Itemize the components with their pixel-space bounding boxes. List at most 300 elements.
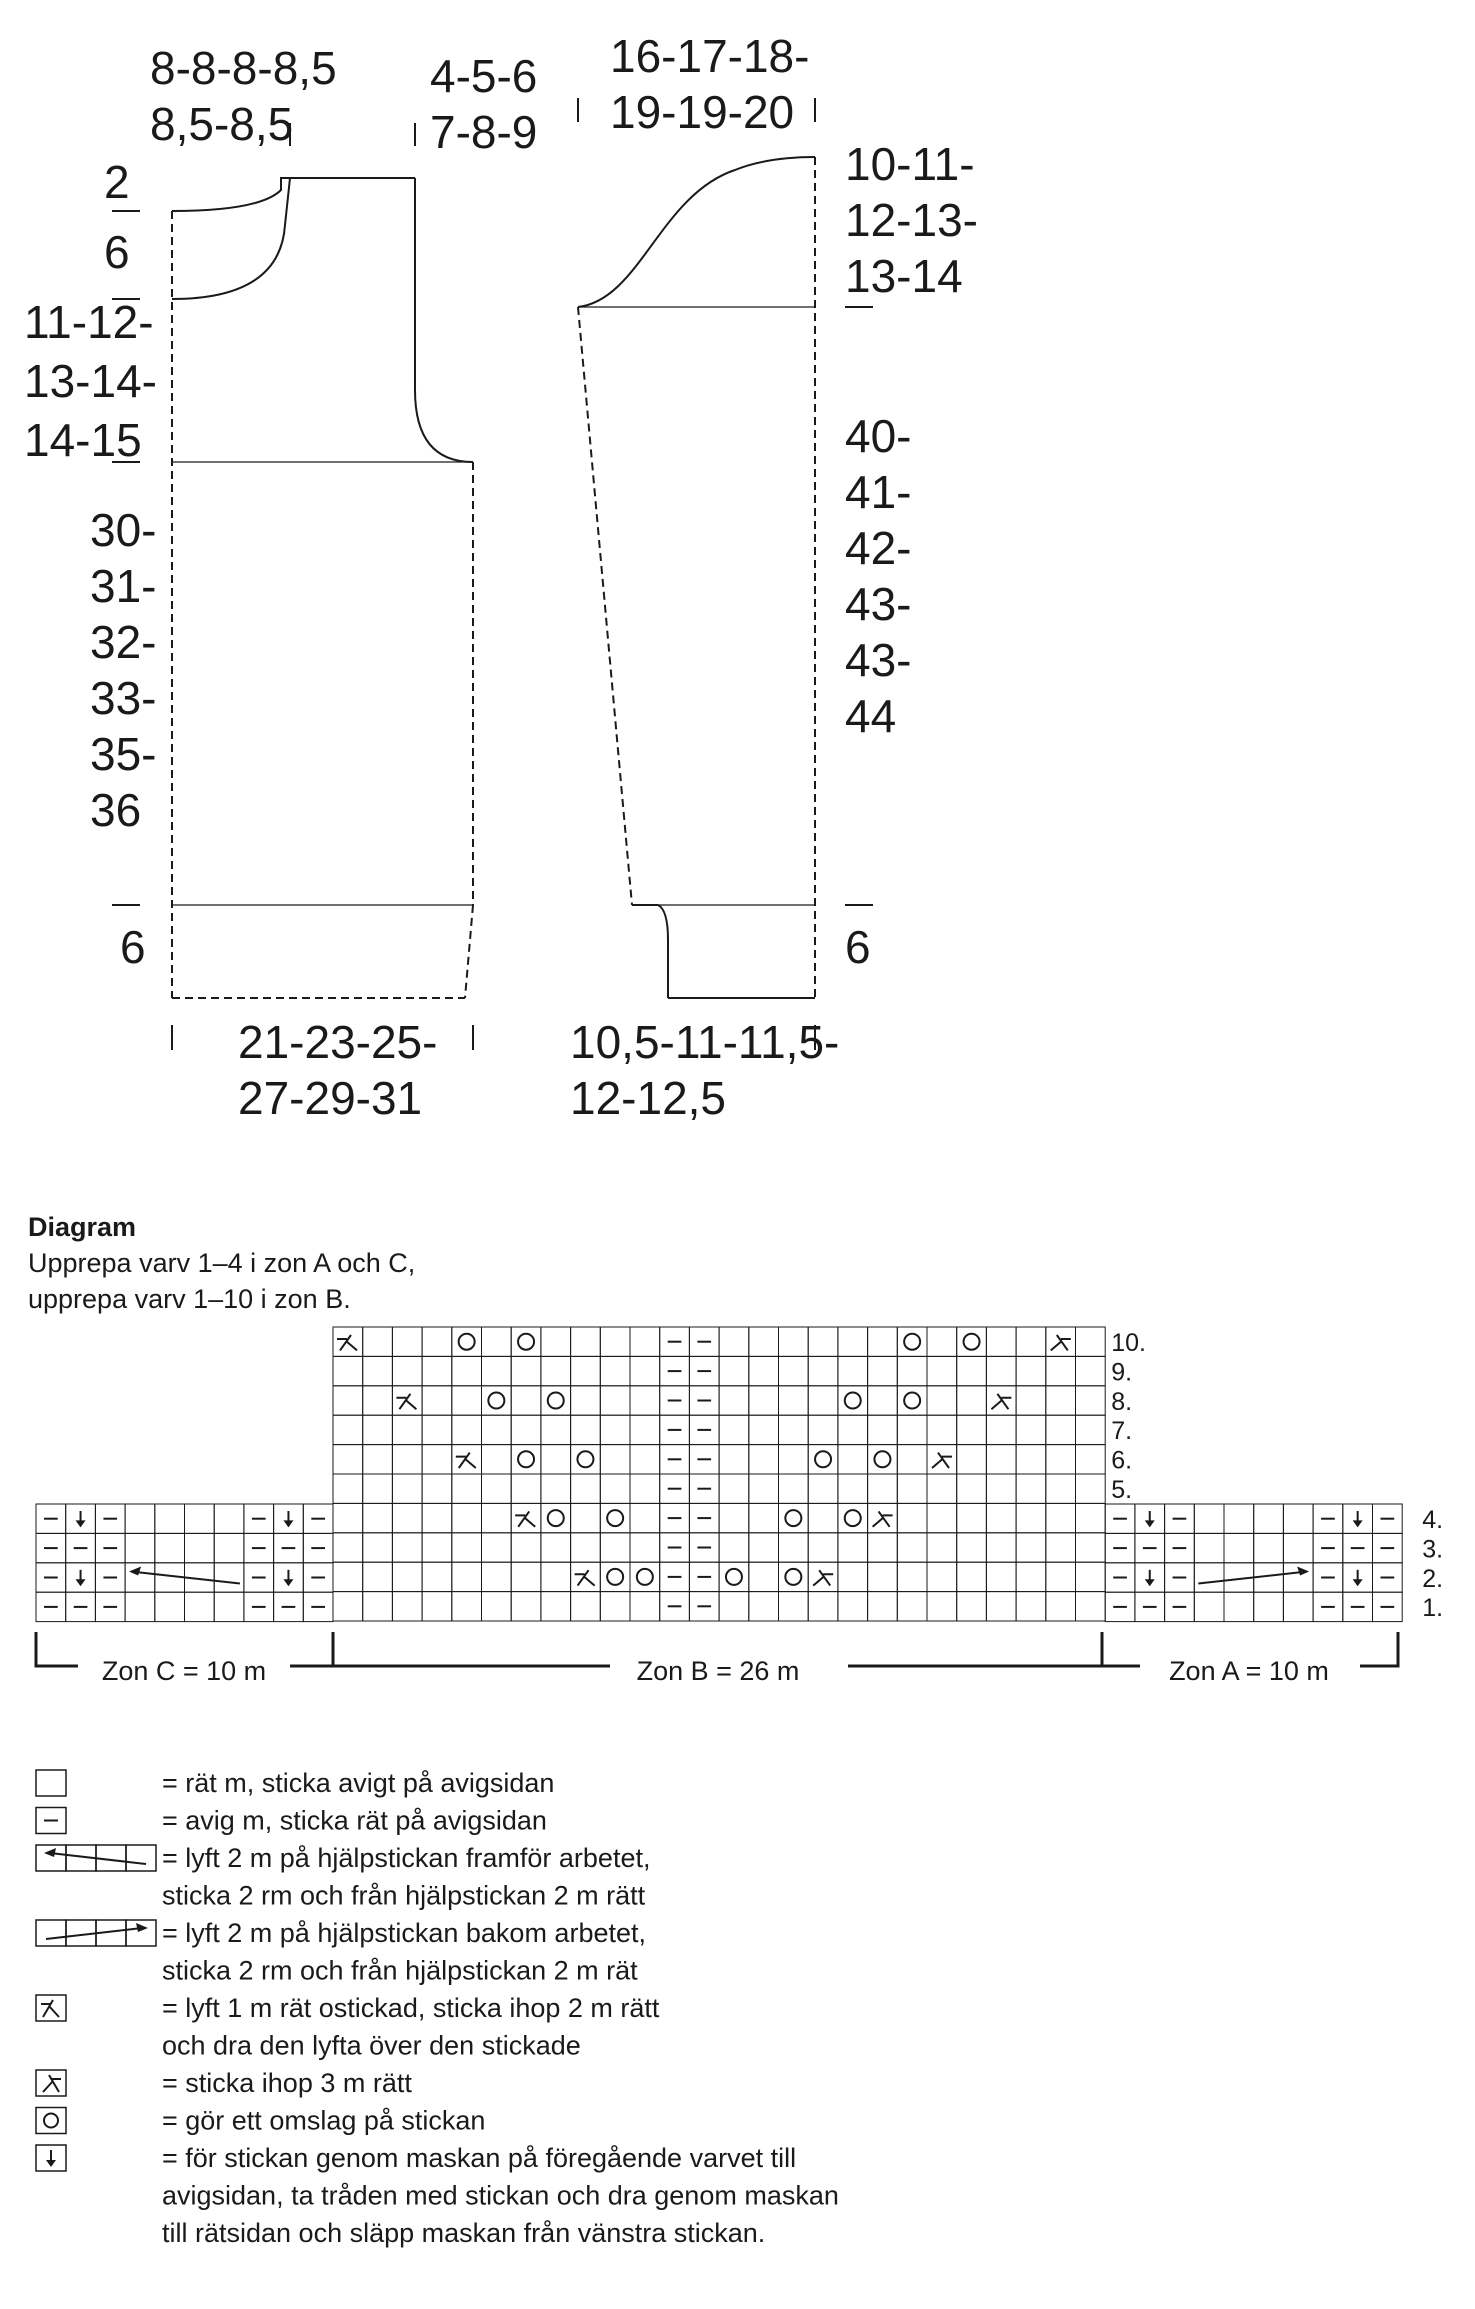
k3tog-symbol	[932, 1453, 952, 1468]
chart-cell	[214, 1592, 244, 1621]
chart-cell	[630, 1386, 660, 1415]
chart-cell	[363, 1533, 393, 1562]
chart-cell	[511, 1445, 541, 1474]
chart-cell	[452, 1562, 482, 1591]
chart-cell	[630, 1562, 660, 1591]
body-width-label: 21-23-25-27-29-31	[238, 1016, 438, 1124]
sleeve-schematic	[578, 98, 873, 1050]
chart-cell	[452, 1327, 482, 1356]
chart-cell	[779, 1503, 809, 1532]
chart-cell	[868, 1533, 898, 1562]
chart-cell	[422, 1415, 452, 1444]
chart-cell	[571, 1327, 601, 1356]
chart-cell	[482, 1356, 512, 1385]
chart-cell	[482, 1415, 512, 1444]
chart-cell	[1076, 1474, 1106, 1503]
chart-cell	[719, 1327, 749, 1356]
chart-cell	[719, 1415, 749, 1444]
chart-cell	[719, 1356, 749, 1385]
sk2p-symbol	[396, 1394, 416, 1409]
row-number: 9.	[1111, 1358, 1133, 1387]
chart-cell	[363, 1415, 393, 1444]
chart-cell	[511, 1386, 541, 1415]
chart-cell	[719, 1445, 749, 1474]
chart-cell	[986, 1503, 1016, 1532]
chart-cell	[482, 1445, 512, 1474]
neck-depth-upper-label: 2	[104, 156, 130, 208]
chart-cell	[1283, 1504, 1313, 1533]
chart-cell	[1016, 1592, 1046, 1621]
chart-cell	[452, 1592, 482, 1621]
chart-cell	[897, 1356, 927, 1385]
chart-cell	[719, 1503, 749, 1532]
legend-arrowhead-icon	[46, 2160, 56, 2167]
chart-cell	[779, 1533, 809, 1562]
chart-cell	[600, 1503, 630, 1532]
chart-cell	[897, 1474, 927, 1503]
chart-cell	[779, 1356, 809, 1385]
chart-cell	[1076, 1562, 1106, 1591]
legend-text: och dra den lyfta över den stickade	[162, 2030, 581, 2061]
chart-cell	[897, 1386, 927, 1415]
sk2p-symbol	[337, 1335, 357, 1350]
chart-cell	[541, 1356, 571, 1385]
chart-cell	[779, 1386, 809, 1415]
chart-cell	[482, 1592, 512, 1621]
k3tog-symbol	[813, 1570, 833, 1585]
stitch-chart	[36, 1327, 1402, 1622]
sleeve-cap-height-label: 10-11-12-13-13-14	[845, 138, 978, 302]
chart-cell	[1076, 1415, 1106, 1444]
cuff-width-label: 10,5-11-11,5-12-12,5	[570, 1016, 840, 1124]
yarn-over-symbol	[577, 1451, 593, 1467]
chart-cell	[838, 1327, 868, 1356]
chart-cell	[185, 1592, 215, 1621]
chart-cell	[1016, 1356, 1046, 1385]
chart-cell	[363, 1327, 393, 1356]
chart-cell	[868, 1592, 898, 1621]
chart-cell	[957, 1386, 987, 1415]
row-number: 3.	[1422, 1535, 1444, 1564]
chart-cell	[185, 1504, 215, 1533]
zone-b-label: Zon B = 26 m	[636, 1656, 800, 1686]
chart-cell	[511, 1415, 541, 1444]
chart-cell	[333, 1562, 363, 1591]
chart-cell	[957, 1415, 987, 1444]
yarn-over-symbol	[964, 1334, 980, 1350]
row-number: 4.	[1422, 1506, 1444, 1534]
diagram-instruction-1: Upprepa varv 1–4 i zon A och C,	[28, 1248, 416, 1278]
chart-cell	[808, 1356, 838, 1385]
chart-cell	[1076, 1592, 1106, 1621]
chart-cell	[1046, 1445, 1076, 1474]
chart-cell	[1076, 1445, 1106, 1474]
chart-cell	[749, 1327, 779, 1356]
legend-text: till rätsidan och släpp maskan från vänstra stickan.	[162, 2218, 766, 2248]
chart-cell	[1046, 1592, 1076, 1621]
chart-cell	[927, 1592, 957, 1621]
sleeve-length-label: 40-41-42-43-43-44	[845, 410, 912, 742]
yarn-over-symbol	[904, 1393, 920, 1409]
chart-cell	[482, 1533, 512, 1562]
chart-cell	[1046, 1356, 1076, 1385]
chart-cell	[1016, 1562, 1046, 1591]
chart-cell	[155, 1592, 185, 1621]
chart-cell	[541, 1592, 571, 1621]
chart-cell	[541, 1474, 571, 1503]
k3tog-symbol	[1051, 1335, 1071, 1350]
cable-left-arrowhead	[129, 1567, 141, 1576]
chart-cell	[392, 1503, 422, 1532]
chart-cell	[897, 1503, 927, 1532]
chart-cell	[541, 1533, 571, 1562]
chart-cell	[363, 1503, 393, 1532]
chart-cell	[986, 1356, 1016, 1385]
chart-cell	[363, 1474, 393, 1503]
chart-cell	[214, 1563, 244, 1592]
yarn-over-symbol	[637, 1569, 653, 1585]
chart-cell	[392, 1415, 422, 1444]
chart-cell	[749, 1474, 779, 1503]
arrow-down-head	[283, 1579, 293, 1586]
chart-cell	[779, 1445, 809, 1474]
chart-cell	[452, 1415, 482, 1444]
chart-cell	[749, 1445, 779, 1474]
chart-cell	[1194, 1504, 1224, 1533]
legend-text: sticka 2 rm och från hjälpstickan 2 m rätt	[162, 1880, 646, 1911]
chart-cell	[838, 1415, 868, 1444]
legend-text: sticka 2 rm och från hjälpstickan 2 m rät	[162, 1955, 638, 1986]
chart-cell	[571, 1503, 601, 1532]
chart-cell	[838, 1533, 868, 1562]
chart-cell	[868, 1445, 898, 1474]
chart-cell	[957, 1474, 987, 1503]
chart-cell	[630, 1356, 660, 1385]
chart-cell	[333, 1474, 363, 1503]
armhole-depth-label: 11-12-13-14-14-15	[24, 296, 157, 466]
chart-cell	[511, 1327, 541, 1356]
yarn-over-symbol	[518, 1334, 534, 1350]
legend-swatch	[36, 1770, 66, 1796]
chart-cell	[808, 1327, 838, 1356]
row-number: 8.	[1111, 1387, 1133, 1416]
diagram-title: Diagram	[28, 1212, 137, 1242]
chart-cell	[897, 1562, 927, 1591]
row-number: 1.	[1422, 1594, 1444, 1623]
chart-cell	[600, 1474, 630, 1503]
chart-cell	[630, 1415, 660, 1444]
cable-left-arrow	[131, 1572, 240, 1584]
chart-cell	[868, 1386, 898, 1415]
chart-cell	[927, 1474, 957, 1503]
legend-text: = lyft 2 m på hjälpstickan framför arbetet,	[162, 1843, 651, 1873]
arrow-down-head	[76, 1520, 86, 1527]
chart-cell	[897, 1327, 927, 1356]
chart-cell	[749, 1415, 779, 1444]
body-length-label: 30-31-32-33-35-36	[90, 504, 157, 836]
chart-cell	[957, 1533, 987, 1562]
legend-swatch	[126, 1845, 156, 1871]
chart-cell	[511, 1592, 541, 1621]
chart-cell	[600, 1415, 630, 1444]
chart-cell	[482, 1474, 512, 1503]
row-number: 7.	[1111, 1417, 1133, 1446]
chart-cell	[1046, 1386, 1076, 1415]
legend-arrowhead-icon	[136, 1923, 148, 1932]
row-number: 2.	[1422, 1564, 1444, 1593]
chart-cell	[1016, 1474, 1046, 1503]
chart-cell	[1194, 1533, 1224, 1562]
cuff-height-label: 6	[845, 921, 871, 973]
chart-cell	[838, 1386, 868, 1415]
chart-cell	[541, 1445, 571, 1474]
chart-cell	[1016, 1445, 1046, 1474]
arrow-down-head	[1353, 1579, 1363, 1586]
yarn-over-symbol	[785, 1569, 801, 1585]
chart-cell	[333, 1592, 363, 1621]
chart-cell	[214, 1533, 244, 1562]
chart-cell	[452, 1356, 482, 1385]
legend-text: = sticka ihop 3 m rätt	[162, 2068, 412, 2098]
chart-cell	[333, 1386, 363, 1415]
chart-cell	[1224, 1533, 1254, 1562]
chart-cell	[897, 1445, 927, 1474]
chart-cell	[392, 1445, 422, 1474]
chart-cell	[838, 1562, 868, 1591]
arrow-down-head	[1353, 1520, 1363, 1527]
chart-cell	[452, 1533, 482, 1562]
chart-cell	[333, 1533, 363, 1562]
chart-cell	[808, 1503, 838, 1532]
chart-cell	[1224, 1504, 1254, 1533]
chart-cell	[422, 1562, 452, 1591]
arrow-down-head	[1145, 1579, 1155, 1586]
chart-cell	[630, 1592, 660, 1621]
chart-cell	[392, 1562, 422, 1591]
legend-text: = rät m, sticka avigt på avigsidan	[162, 1768, 555, 1798]
chart-cell	[333, 1415, 363, 1444]
chart-cell	[927, 1415, 957, 1444]
chart-cell	[422, 1386, 452, 1415]
chart-cell	[779, 1592, 809, 1621]
chart-cell	[571, 1592, 601, 1621]
k3tog-symbol	[873, 1511, 893, 1526]
yarn-over-symbol	[488, 1393, 504, 1409]
yarn-over-symbol	[607, 1510, 623, 1526]
chart-cell	[125, 1592, 155, 1621]
chart-cell	[511, 1562, 541, 1591]
chart-cell	[779, 1562, 809, 1591]
legend-text: = lyft 1 m rät ostickad, sticka ihop 2 m rätt	[162, 1993, 660, 2023]
chart-cell	[838, 1356, 868, 1385]
legend-text: = lyft 2 m på hjälpstickan bakom arbetet,	[162, 1918, 646, 1948]
chart-cell	[986, 1445, 1016, 1474]
legend-yarn-over-icon	[44, 2114, 58, 2128]
chart-cell	[897, 1533, 927, 1562]
symbol-legend	[36, 1768, 839, 2248]
chart-cell	[333, 1356, 363, 1385]
zone-c-label: Zon C = 10 m	[101, 1656, 267, 1686]
chart-cell	[1046, 1503, 1076, 1532]
legend-text: avigsidan, ta tråden med stickan och dra genom maskan	[162, 2180, 839, 2211]
chart-cell	[511, 1533, 541, 1562]
yarn-over-symbol	[459, 1334, 475, 1350]
sk2p-symbol	[456, 1453, 476, 1468]
chart-cell	[719, 1474, 749, 1503]
chart-cell	[541, 1562, 571, 1591]
chart-cell	[392, 1592, 422, 1621]
chart-cell	[600, 1533, 630, 1562]
chart-cell	[957, 1356, 987, 1385]
chart-cell	[868, 1356, 898, 1385]
chart-cell	[1254, 1592, 1284, 1621]
chart-cell	[1046, 1474, 1076, 1503]
chart-cell	[1076, 1533, 1106, 1562]
chart-cell	[600, 1562, 630, 1591]
chart-cell	[986, 1474, 1016, 1503]
chart-cell	[363, 1592, 393, 1621]
row-number: 5.	[1111, 1476, 1133, 1504]
chart-cell	[571, 1356, 601, 1385]
chart-cell	[779, 1415, 809, 1444]
chart-cell	[1254, 1504, 1284, 1533]
chart-cell	[1076, 1503, 1106, 1532]
chart-cell	[422, 1474, 452, 1503]
yarn-over-symbol	[548, 1393, 564, 1409]
chart-cell	[571, 1386, 601, 1415]
chart-cell	[600, 1386, 630, 1415]
chart-cell	[1046, 1415, 1076, 1444]
chart-cell	[1016, 1327, 1046, 1356]
chart-cell	[571, 1415, 601, 1444]
chart-cell	[986, 1562, 1016, 1591]
yarn-over-symbol	[548, 1510, 564, 1526]
chart-cell	[927, 1386, 957, 1415]
chart-cell	[600, 1592, 630, 1621]
chart-cell	[630, 1503, 660, 1532]
yarn-over-symbol	[815, 1451, 831, 1467]
chart-cell	[779, 1327, 809, 1356]
sk2p-symbol	[515, 1511, 535, 1526]
chart-cell	[868, 1474, 898, 1503]
chart-cell	[838, 1592, 868, 1621]
chart-cell	[630, 1474, 660, 1503]
chart-cell	[808, 1415, 838, 1444]
arrow-down-head	[283, 1520, 293, 1527]
chart-cell	[719, 1533, 749, 1562]
yarn-over-symbol	[845, 1510, 861, 1526]
chart-cell	[749, 1533, 779, 1562]
chart-cell	[749, 1386, 779, 1415]
chart-cell	[927, 1503, 957, 1532]
chart-cell	[422, 1533, 452, 1562]
chart-cell	[363, 1445, 393, 1474]
legend-swatch	[36, 2108, 66, 2134]
chart-cell	[1283, 1592, 1313, 1621]
chart-cell	[808, 1533, 838, 1562]
chart-cell	[749, 1356, 779, 1385]
arrow-down-head	[1145, 1520, 1155, 1527]
chart-cell	[838, 1503, 868, 1532]
legend-swatch	[36, 1845, 66, 1871]
chart-cell	[452, 1474, 482, 1503]
chart-cell	[897, 1592, 927, 1621]
shoulder-width-label: 4-5-6 7-8-9	[430, 50, 538, 158]
chart-cell	[482, 1386, 512, 1415]
chart-cell	[392, 1474, 422, 1503]
row-number: 10.	[1111, 1329, 1146, 1357]
chart-cell	[957, 1503, 987, 1532]
chart-cell	[749, 1562, 779, 1591]
chart-cell	[511, 1474, 541, 1503]
chart-cell	[600, 1356, 630, 1385]
chart-cell	[808, 1474, 838, 1503]
legend-text: = avig m, sticka rät på avigsidan	[162, 1805, 547, 1836]
chart-cell	[808, 1386, 838, 1415]
chart-cell	[957, 1592, 987, 1621]
chart-cell	[541, 1327, 571, 1356]
yarn-over-symbol	[904, 1334, 920, 1350]
legend-cable-right-icon	[46, 1928, 142, 1939]
chart-cell	[422, 1445, 452, 1474]
schematic-labels	[24, 30, 978, 1124]
legend-text: = gör ett omslag på stickan	[162, 2105, 486, 2136]
chart-cell	[1046, 1562, 1076, 1591]
chart-cell	[214, 1504, 244, 1533]
chart-cell	[333, 1445, 363, 1474]
arrow-down-head	[76, 1579, 86, 1586]
sleeve-top-width-label: 16-17-18-19-19-20	[610, 30, 810, 138]
chart-cell	[749, 1592, 779, 1621]
chart-cell	[482, 1327, 512, 1356]
chart-cell	[986, 1415, 1016, 1444]
yarn-over-symbol	[607, 1569, 623, 1585]
chart-cell	[630, 1327, 660, 1356]
legend-arrowhead-icon	[44, 1848, 56, 1857]
chart-cell	[541, 1503, 571, 1532]
chart-cell	[125, 1504, 155, 1533]
diagram-instruction-2: upprepa varv 1–10 i zon B.	[28, 1284, 351, 1314]
chart-cell	[1016, 1533, 1046, 1562]
chart-cell	[1076, 1327, 1106, 1356]
neck-depth-lower-label: 6	[104, 226, 130, 278]
chart-cell	[927, 1533, 957, 1562]
rib-height-label: 6	[120, 921, 146, 973]
chart-cell	[868, 1415, 898, 1444]
chart-cell	[957, 1327, 987, 1356]
chart-cell	[927, 1356, 957, 1385]
chart-cell	[957, 1562, 987, 1591]
chart-cell	[986, 1533, 1016, 1562]
chart-cell	[541, 1386, 571, 1415]
chart-cell	[155, 1533, 185, 1562]
legend-swatch	[36, 1920, 66, 1946]
chart-cell	[600, 1327, 630, 1356]
chart-cell	[363, 1562, 393, 1591]
chart-cell	[333, 1503, 363, 1532]
legend-cable-left-icon	[50, 1853, 146, 1864]
legend-swatch	[126, 1920, 156, 1946]
yarn-over-symbol	[518, 1451, 534, 1467]
chart-cell	[719, 1592, 749, 1621]
chart-cell	[986, 1592, 1016, 1621]
chart-cell	[808, 1592, 838, 1621]
chart-cell	[868, 1562, 898, 1591]
chart-cell	[541, 1415, 571, 1444]
chart-cell	[1254, 1533, 1284, 1562]
chart-cell	[927, 1327, 957, 1356]
chart-cell	[571, 1474, 601, 1503]
